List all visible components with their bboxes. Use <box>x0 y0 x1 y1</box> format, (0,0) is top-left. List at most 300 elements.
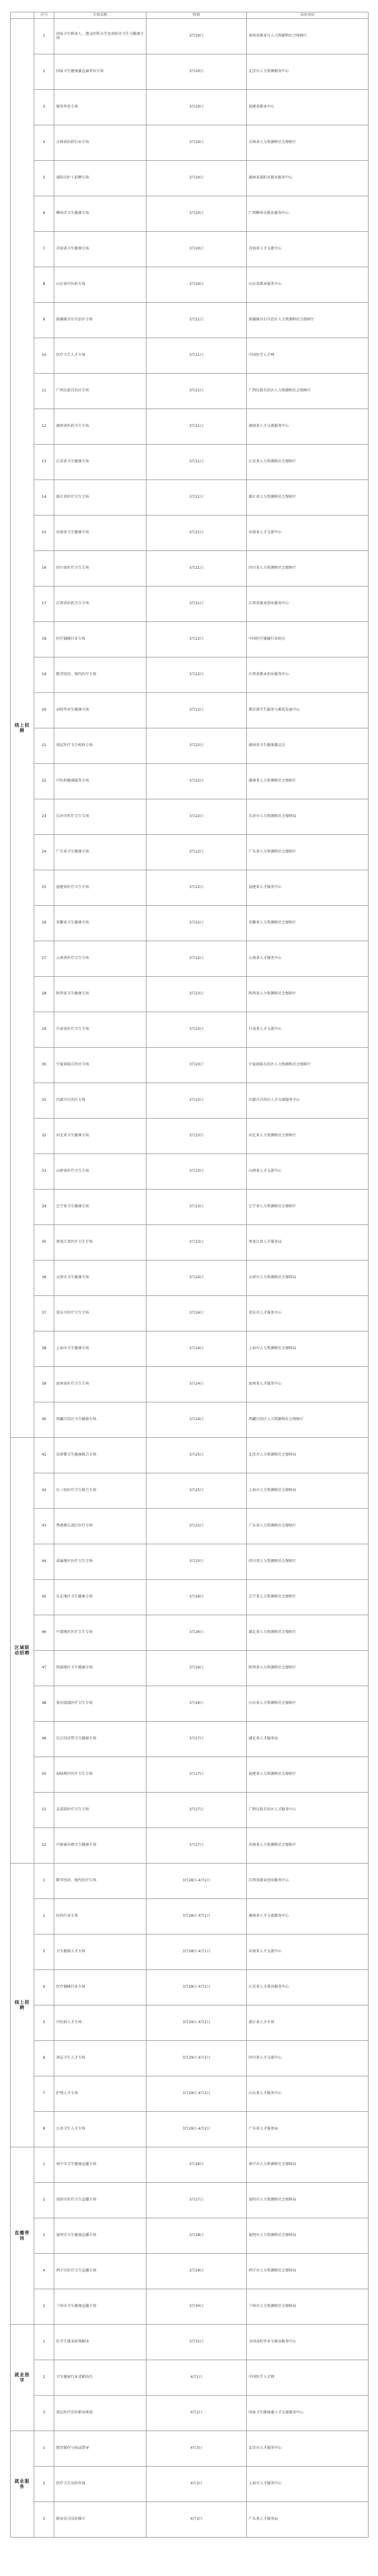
row-time: 4月3日 <box>146 2502 247 2537</box>
row-name: 服务外包专场 <box>54 89 146 125</box>
row-time: 3月25日 <box>146 1508 247 1544</box>
row-organizer: 国家卫生健康委人才交流服务中心 <box>247 2395 369 2431</box>
row-organizer: 广东省人才服务局 <box>247 2502 369 2537</box>
row-number: 44 <box>34 1544 54 1579</box>
row-organizer: 吉林省人力资源和社会保障厅 <box>247 125 369 160</box>
row-time: 3月22日 <box>146 905 247 941</box>
row-organizer: 广西壮族自治区人力资源和社会保障厅 <box>247 373 369 409</box>
table-row <box>11 160 369 196</box>
row-time: 3月25日 <box>146 1544 247 1579</box>
row-number: 6 <box>34 2040 54 2076</box>
row-number: 29 <box>34 1012 54 1047</box>
table-row <box>11 1969 369 2005</box>
table-row <box>11 1047 369 1083</box>
row-name: 山西省医疗卫生专场 <box>54 1153 146 1189</box>
row-name: 公共卫生人才专场 <box>54 2111 146 2147</box>
row-organizer: 广东省人力资源和社会保障厅 <box>247 834 369 870</box>
row-time: 3月23日 <box>146 976 247 1012</box>
row-time: 3月29日-4月2日 <box>146 2040 247 2076</box>
table-row <box>11 941 369 976</box>
row-number: 37 <box>34 1295 54 1331</box>
row-name: 海南省医疗卫生专场 <box>54 1366 146 1402</box>
row-organizer: 北京市人才服务中心 <box>247 2431 369 2466</box>
row-time: 3月20日 <box>146 196 247 231</box>
row-name: 兰州市卫生健康直播专场 <box>54 2289 146 2324</box>
row-number: 35 <box>34 1224 54 1260</box>
header-org: 承办单位 <box>247 12 369 19</box>
row-organizer: 长沙市人力资源和社会保障局 <box>247 799 369 834</box>
row-name: 成渝地区医疗卫生专场 <box>54 1544 146 1579</box>
row-organizer: 上海市人力资源和社会保障局 <box>247 1331 369 1366</box>
row-time: 3月20日 <box>146 231 247 267</box>
row-name: 基层卫生人才专场 <box>54 2040 146 2076</box>
row-name: 医疗卫生人才专场 <box>54 338 146 373</box>
row-name: 吉林省医药行业专场 <box>54 125 146 160</box>
row-number: 33 <box>34 1153 54 1189</box>
row-time: 3月20日 <box>146 18 247 54</box>
row-organizer: 辽宁省人力资源和社会保障厅 <box>247 1579 369 1615</box>
table-row <box>11 1827 369 1863</box>
table-row <box>11 1331 369 1366</box>
section-label: 就业指导 <box>11 2324 34 2431</box>
row-time: 3月26日 <box>146 2147 247 2182</box>
row-time: 3月20日 <box>146 125 247 160</box>
row-number: 52 <box>34 1827 54 1863</box>
row-organizer: 昆明市人力资源和社会保障局 <box>247 2218 369 2253</box>
row-name: 医学生就业政策解读 <box>54 2324 146 2360</box>
row-number: 7 <box>34 2076 54 2111</box>
row-time: 3月22日 <box>146 763 247 799</box>
table-row <box>11 1402 369 1437</box>
row-name: 卫生健康行业求职技巧 <box>54 2360 146 2395</box>
row-organizer: 广东省人才服务局 <box>247 2111 369 2147</box>
row-time: 3月21日 <box>146 550 247 586</box>
row-number: 6 <box>34 196 54 231</box>
row-time: 3月25日 <box>146 1473 247 1508</box>
row-number: 34 <box>34 1189 54 1224</box>
recruitment-schedule <box>10 12 368 2564</box>
row-name: 东北地区卫生健康专场 <box>54 1579 146 1615</box>
table-row <box>11 1153 369 1189</box>
row-time: 4月2日 <box>146 2395 247 2431</box>
row-number: 41 <box>34 1437 54 1473</box>
row-number: 21 <box>34 728 54 763</box>
row-organizer: 浙江省人才市场 <box>247 2005 369 2040</box>
row-organizer: 湖南省邵阳市就业服务中心 <box>247 160 369 196</box>
row-time: 3月23日 <box>146 1083 247 1118</box>
row-organizer: 湖南省人力资源和社会保障厅 <box>247 763 369 799</box>
row-organizer: 兰州市人力资源和社会保障局 <box>247 2289 369 2324</box>
header-time: 时间 <box>146 12 247 19</box>
row-organizer: 北京市人力资源和社会保障局 <box>247 1437 369 1473</box>
row-name: 中医药人才专场 <box>54 2005 146 2040</box>
row-number: 38 <box>34 1331 54 1366</box>
row-name: 昆明市卫生健康直播专场 <box>54 2218 146 2253</box>
row-organizer: 陕西省人力资源和社会保障厅 <box>247 976 369 1012</box>
row-organizer: 江西省就业创业服务中心 <box>247 586 369 621</box>
row-number: 39 <box>34 1366 54 1402</box>
row-number: 20 <box>34 692 54 728</box>
row-organizer: 广西柳州市就业服务中心 <box>247 196 369 231</box>
table-row <box>11 444 369 479</box>
row-number: 15 <box>34 515 54 550</box>
table-row <box>11 2040 369 2076</box>
row-number: 3 <box>34 89 54 125</box>
row-name: 医疗器械行业专场 <box>54 621 146 657</box>
row-time: 3月27日 <box>146 1757 247 1792</box>
row-organizer: 云南省人才服务中心 <box>247 941 369 976</box>
table-row <box>11 2005 369 2040</box>
table-row <box>11 1792 369 1827</box>
row-organizer: 福建省就业中心 <box>247 89 369 125</box>
section-label: 线上招聘 <box>11 1863 34 2147</box>
table-row <box>11 799 369 834</box>
row-number: 28 <box>34 976 54 1012</box>
row-number: 49 <box>34 1721 54 1757</box>
row-name: 长江经济带卫生健康专场 <box>54 1721 146 1757</box>
row-organizer: 河南省人力资源和社会保障厅 <box>247 1827 369 1863</box>
row-organizer: 中国医学人才网 <box>247 2360 369 2395</box>
row-name: 内蒙古自治区专场 <box>54 1083 146 1118</box>
table-row <box>11 976 369 1012</box>
table-row <box>11 905 369 941</box>
row-time: 3月29日-4月2日 <box>146 2111 247 2147</box>
row-organizer: 山东省人才服务中心 <box>247 2076 369 2111</box>
table-row <box>11 373 369 409</box>
row-number: 27 <box>34 941 54 976</box>
row-name: 中原城市群卫生健康专场 <box>54 1827 146 1863</box>
row-organizer: 湖南省人才交流服务中心 <box>247 1898 369 1934</box>
row-organizer: 山东省人力资源和社会保障厅 <box>247 1686 369 1721</box>
row-number: 1 <box>34 2431 54 2466</box>
row-number: 1 <box>34 2324 54 2360</box>
row-time: 3月21日 <box>146 479 247 515</box>
row-number: 8 <box>34 267 54 302</box>
row-time: 3月21日 <box>146 515 247 550</box>
table-row <box>11 1615 369 1650</box>
row-time: 3月20日 <box>146 160 247 196</box>
row-organizer: 辽宁省人力资源和社会保障厅 <box>247 1189 369 1224</box>
row-time: 3月23日 <box>146 1224 247 1260</box>
row-number: 4 <box>34 2253 54 2289</box>
row-time: 3月21日 <box>146 302 247 338</box>
table-row <box>11 870 369 905</box>
row-name: 柳州市卫生健康专场 <box>54 196 146 231</box>
row-time: 3月22日 <box>146 870 247 905</box>
row-number: 40 <box>34 1402 54 1437</box>
row-time: 3月25日 <box>146 1437 247 1473</box>
row-number: 5 <box>34 2289 54 2324</box>
table-row <box>11 1295 369 1331</box>
row-time: 3月23日 <box>146 1047 247 1083</box>
row-name: 高校毕业生健康专场 <box>54 692 146 728</box>
row-time: 3月22日 <box>146 799 247 834</box>
row-organizer: 安徽省人力资源和社会保障厅 <box>247 905 369 941</box>
section-label: 就业服务 <box>11 2431 34 2537</box>
row-name: 河北省卫生健康专场 <box>54 1118 146 1153</box>
row-organizer: 甘肃省人才交流中心 <box>247 1012 369 1047</box>
row-name: 福建省医疗卫生专场 <box>54 870 146 905</box>
row-name: 四川省医疗卫生专场 <box>54 550 146 586</box>
row-number: 17 <box>34 586 54 621</box>
table-row <box>11 302 369 338</box>
row-number: 5 <box>34 2005 54 2040</box>
row-time: 3月23日 <box>146 1189 247 1224</box>
row-time: 3月28日-4月1日 <box>146 1863 247 1898</box>
row-number: 10 <box>34 338 54 373</box>
table-row <box>11 1083 369 1118</box>
row-name: 就业见习岗位推介 <box>54 2502 146 2537</box>
row-number: 2 <box>34 2360 54 2395</box>
table-row <box>11 479 369 515</box>
row-time: 3月27日 <box>146 2182 247 2218</box>
section-label: 线上招聘 <box>11 18 34 1437</box>
table-row <box>11 728 369 763</box>
table-row <box>11 2076 369 2111</box>
row-organizer: 青海省人才交流中心 <box>247 231 369 267</box>
row-name: 南宁市卫生健康直播专场 <box>54 2147 146 2182</box>
row-number: 48 <box>34 1686 54 1721</box>
table-row <box>11 2431 369 2466</box>
row-name: 上海市卫生健康专场 <box>54 1331 146 1366</box>
row-number: 43 <box>34 1508 54 1544</box>
row-name: 黄河流域医疗卫生专场 <box>54 1686 146 1721</box>
row-time: 3月28日 <box>146 2218 247 2253</box>
row-time: 3月23日 <box>146 1012 247 1047</box>
row-number: 2 <box>34 54 54 89</box>
row-number: 23 <box>34 799 54 834</box>
table-row <box>11 18 369 54</box>
table-row <box>11 1934 369 1969</box>
row-organizer: 中国医学人才网 <box>247 338 369 373</box>
row-number: 51 <box>34 1792 54 1827</box>
row-organizer: 湖南省卫生健康委员会 <box>247 728 369 763</box>
table-row <box>11 409 369 444</box>
row-name: 长三角医疗卫生联合专场 <box>54 1473 146 1508</box>
row-number: 26 <box>34 905 54 941</box>
row-time: 3月28日-4月1日 <box>146 1934 247 1969</box>
row-number: 3 <box>34 1934 54 1969</box>
row-name: 甘肃省医疗卫生专场 <box>54 1012 146 1047</box>
table-row <box>11 2466 369 2502</box>
row-time: 3月28日-4月1日 <box>146 1898 247 1934</box>
row-name: 陕西省卫生健康专场 <box>54 976 146 1012</box>
table-row <box>11 1650 369 1686</box>
row-time: 3月21日 <box>146 409 247 444</box>
row-time: 3月24日 <box>146 1331 247 1366</box>
table-row <box>11 2502 369 2537</box>
table-row <box>11 834 369 870</box>
row-name: 数字经济、现代医疗专场 <box>54 1863 146 1898</box>
row-name: 江西省医药卫生专场 <box>54 586 146 621</box>
row-name: 基层医疗卫生机构专场 <box>54 728 146 763</box>
row-time: 3月31日 <box>146 2324 247 2360</box>
table-row <box>11 2111 369 2147</box>
table-row <box>11 1437 369 1473</box>
row-name: 国家卫生职业人，遵义医科大学及贵阳市卫生与健康专场 <box>54 18 146 54</box>
row-organizer: 湖北省人才服务局 <box>247 1721 369 1757</box>
row-organizer: 四川省人力资源和社会保障厅 <box>247 1544 369 1579</box>
row-organizer: 黑龙江省人才服务局 <box>247 1224 369 1260</box>
row-name: 护理人才专场 <box>54 2076 146 2111</box>
row-time: 3月24日 <box>146 1366 247 1402</box>
row-name: 邵阳市护士招聘专场 <box>54 160 146 196</box>
row-time: 3月24日 <box>146 1295 247 1331</box>
row-name: 医药行业专场 <box>54 1898 146 1934</box>
row-name: 中部地区医疗卫生专场 <box>54 1615 146 1650</box>
row-number: 19 <box>34 657 54 692</box>
row-time: 3月20日 <box>146 89 247 125</box>
row-time: 3月21日 <box>146 338 247 373</box>
row-time: 3月22日 <box>146 728 247 763</box>
row-name: 河南省卫生健康专场 <box>54 515 146 550</box>
row-name: 卫生健康人才专场 <box>54 1934 146 1969</box>
row-name: 西藏自治区卫生健康专场 <box>54 1402 146 1437</box>
table-row <box>11 2395 369 2431</box>
row-number: 16 <box>34 550 54 586</box>
row-number: 1 <box>34 18 54 54</box>
row-name: 山东省中医药专场 <box>54 267 146 302</box>
row-number: 5 <box>34 160 54 196</box>
table-row <box>11 1686 369 1721</box>
row-number: 50 <box>34 1757 54 1792</box>
row-name: 简历制作与面试指导 <box>54 2431 146 2466</box>
row-name: 湖南省医药卫生专场 <box>54 409 146 444</box>
row-time: 3月27日 <box>146 1827 247 1863</box>
table-row <box>11 1366 369 1402</box>
row-number: 11 <box>34 373 54 409</box>
row-time: 3月24日 <box>146 1260 247 1295</box>
table-row <box>11 1757 369 1792</box>
table-row <box>11 621 369 657</box>
row-name: 西宁市医疗卫生直播专场 <box>54 2253 146 2289</box>
row-time: 4月3日 <box>146 2466 247 2502</box>
section-label: 直播带岗 <box>11 2147 34 2324</box>
row-organizer: 内蒙古自治区人才交流服务中心 <box>247 1083 369 1118</box>
table-row <box>11 267 369 302</box>
row-organizer: 河南省人才交流中心 <box>247 515 369 550</box>
row-organizer: 中国医疗器械行业协会 <box>247 621 369 657</box>
row-number: 3 <box>34 2218 54 2253</box>
row-number: 18 <box>34 621 54 657</box>
row-number: 1 <box>34 2147 54 2182</box>
row-time: 3月26日 <box>146 1615 247 1650</box>
row-organizer: 四川省人力资源和社会保障厅 <box>247 550 369 586</box>
row-time: 4月3日 <box>146 2431 247 2466</box>
row-name: 青海省卫生健康专场 <box>54 231 146 267</box>
row-number: 3 <box>34 2502 54 2537</box>
row-organizer: 江西省就业创业服务中心 <box>247 657 369 692</box>
row-number: 3 <box>34 2395 54 2431</box>
table-row <box>11 1224 369 1260</box>
row-name: 国家卫生健康委直属单位专场 <box>54 54 146 89</box>
row-time: 3月23日 <box>146 1153 247 1189</box>
section-label: 区域联动招聘 <box>11 1437 34 1863</box>
row-number: 2 <box>34 1898 54 1934</box>
row-time: 3月21日 <box>146 373 247 409</box>
table-row <box>11 89 369 125</box>
row-organizer: 北京市人力资源服务中心 <box>247 54 369 89</box>
row-name: 贵阳市医疗卫生直播专场 <box>54 2182 146 2218</box>
table-row <box>11 54 369 89</box>
row-number: 9 <box>34 302 54 338</box>
row-organizer: 江苏省人力资源和社会保障厅 <box>247 444 369 479</box>
row-organizer: 西宁市人力资源和社会保障局 <box>247 2253 369 2289</box>
header-name: 专场名称 <box>54 12 146 19</box>
row-time: 3月21日 <box>146 586 247 621</box>
row-number: 1 <box>34 1863 54 1898</box>
row-organizer: 宁夏回族自治区人力资源和社会保障厅 <box>247 1047 369 1083</box>
row-organizer: 贵阳市人力资源和社会保障局 <box>247 2182 369 2218</box>
schedule-body <box>11 18 369 2537</box>
schedule-table <box>10 12 369 2538</box>
table-row <box>11 550 369 586</box>
row-organizer: 重庆市人才服务中心 <box>247 1295 369 1331</box>
table-row <box>11 1473 369 1508</box>
row-number: 8 <box>34 2111 54 2147</box>
row-number: 31 <box>34 1083 54 1118</box>
row-name: 中医药健康服务专场 <box>54 763 146 799</box>
table-row <box>11 2218 369 2253</box>
header-no: 序号 <box>34 12 54 19</box>
row-number: 42 <box>34 1473 54 1508</box>
row-organizer: 江西省就业创业服务中心 <box>247 1863 369 1898</box>
row-time: 3月22日 <box>146 834 247 870</box>
row-number: 22 <box>34 763 54 799</box>
row-organizer: 上海市人力资源和社会保障局 <box>247 1473 369 1508</box>
row-organizer: 浙江省人力资源和社会保障厅 <box>247 479 369 515</box>
row-name: 黑龙江省医疗卫生专场 <box>54 1224 146 1260</box>
row-time: 3月30日 <box>146 2289 247 2324</box>
row-organizer: 西藏自治区人力资源和社会保障厅 <box>247 1402 369 1437</box>
row-organizer: 河南省人才交流中心 <box>247 1934 369 1969</box>
row-number: 13 <box>34 444 54 479</box>
row-name: 基层医疗岗位职业规划 <box>54 2395 146 2431</box>
row-time: 3月27日 <box>146 1792 247 1827</box>
row-organizer: 福建省人力资源和社会保障厅 <box>247 1757 369 1792</box>
table-row <box>11 2360 369 2395</box>
header-row <box>11 12 369 19</box>
row-time: 3月26日 <box>146 1579 247 1615</box>
row-time: 3月22日 <box>146 692 247 728</box>
row-organizer: 湖南省人才交流服务中心 <box>247 409 369 444</box>
table-row <box>11 657 369 692</box>
row-number: 4 <box>34 1969 54 2005</box>
table-row <box>11 2147 369 2182</box>
row-name: 江苏省卫生健康专场 <box>54 444 146 479</box>
row-time: 3月28日-4月1日 <box>146 1969 247 2005</box>
row-organizer: 南宁市人力资源和社会保障局 <box>247 2147 369 2182</box>
row-time: 3月20日 <box>146 267 247 302</box>
row-number: 4 <box>34 125 54 160</box>
row-time: 3月26日 <box>146 1686 247 1721</box>
row-organizer: 新疆维吾尔自治区人力资源和社会保障厅 <box>247 302 369 338</box>
row-name: 数字经济、现代医疗专场 <box>54 657 146 692</box>
table-row <box>11 586 369 621</box>
row-time: 3月20日 <box>146 54 247 89</box>
row-name: 新疆维吾尔自治区专场 <box>54 302 146 338</box>
row-time: 3月29日-4月2日 <box>146 2005 247 2040</box>
table-row <box>11 1544 369 1579</box>
table-row <box>11 1898 369 1934</box>
table-row <box>11 1863 369 1898</box>
row-time: 3月22日 <box>146 621 247 657</box>
row-number: 45 <box>34 1579 54 1615</box>
row-time: 3月24日 <box>146 1402 247 1437</box>
table-row <box>11 2324 369 2360</box>
table-row <box>11 125 369 160</box>
row-name: 长沙市医疗卫生专场 <box>54 799 146 834</box>
